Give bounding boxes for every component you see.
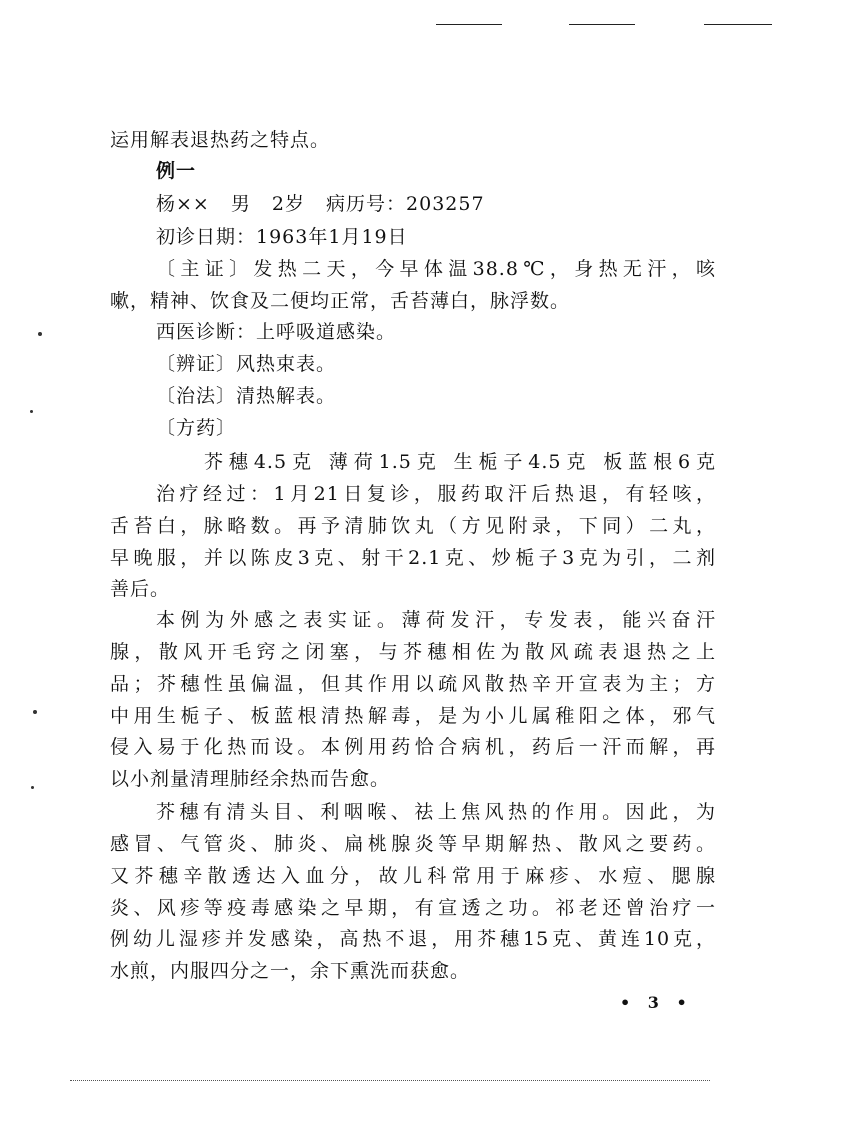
- header-rule: [704, 24, 772, 25]
- patient-info: 杨×× 男 2岁 病历号：203257: [156, 193, 485, 215]
- footer-scan-line: [70, 1080, 710, 1081]
- text-line: 品；芥穗性虽偏温，但其作用以疏风散热辛开宣表为主；方: [110, 673, 716, 695]
- margin-speck: [33, 710, 37, 714]
- text-line: 早晚服，并以陈皮3克、射干2.1克、炒栀子3克为引，二剂: [110, 547, 716, 569]
- text-line: 〔治法〕清热解表。: [156, 385, 337, 407]
- text-line: 西医诊断：上呼吸道感染。: [156, 321, 397, 343]
- margin-speck: [30, 410, 33, 413]
- text-line: 以小剂量清理肺经余热而告愈。: [110, 768, 391, 790]
- text-line: 运用解表退热药之特点。: [110, 129, 331, 151]
- text-line: 例幼儿湿疹并发感染，高热不退，用芥穗15克、黄连10克，: [110, 928, 716, 950]
- text-line: 炎、风疹等疫毒感染之早期，有宣透之功。祁老还曾治疗一: [110, 897, 716, 919]
- text-line: 感冒、气管炎、肺炎、扁桃腺炎等早期解热、散风之要药。: [110, 833, 716, 855]
- text-line: 善后。: [110, 578, 171, 600]
- text-line: 〔辨证〕风热束表。: [156, 353, 337, 375]
- text-line: 又芥穗辛散透达入血分，故儿科常用于麻疹、水痘、腮腺: [110, 865, 716, 887]
- text-line: 水煎，内服四分之一，余下熏洗而获愈。: [110, 960, 471, 982]
- header-rule: [569, 24, 635, 25]
- visit-date: 初诊日期：1963年1月19日: [156, 226, 408, 248]
- page-number: • 3 •: [620, 993, 693, 1012]
- text-line: 治疗经过：1月21日复诊，服药取汗后热退，有轻咳，: [156, 483, 716, 505]
- text-line: 〔主证〕发热二天，今早体温38.8℃，身热无汗，咳: [156, 258, 716, 280]
- prescription-line: 芥穗4.5克 薄荷1.5克 生栀子4.5克 板蓝根6克: [204, 451, 716, 473]
- text-line: 中用生栀子、板蓝根清热解毒，是为小儿属稚阳之体，邪气: [110, 705, 716, 727]
- text-line: 本例为外感之表实证。薄荷发汗，专发表，能兴奋汗: [156, 609, 716, 631]
- example-heading: 例一: [156, 160, 197, 182]
- text-line: 〔方药〕: [156, 417, 237, 439]
- margin-speck: [31, 786, 34, 789]
- header-rule: [436, 24, 502, 25]
- text-line: 腺，散风开毛窍之闭塞，与芥穗相佐为散风疏表退热之上: [110, 641, 716, 663]
- text-line: 芥穗有清头目、利咽喉、祛上焦风热的作用。因此，为: [156, 801, 716, 823]
- margin-speck: [38, 332, 42, 336]
- text-line: 舌苔白，脉略数。再予清肺饮丸（方见附录，下同）二丸，: [110, 515, 716, 537]
- text-line: 侵入易于化热而设。本例用药恰合病机，药后一汗而解，再: [110, 736, 716, 758]
- text-line: 嗽，精神、饮食及二便均正常，舌苔薄白，脉浮数。: [110, 290, 571, 312]
